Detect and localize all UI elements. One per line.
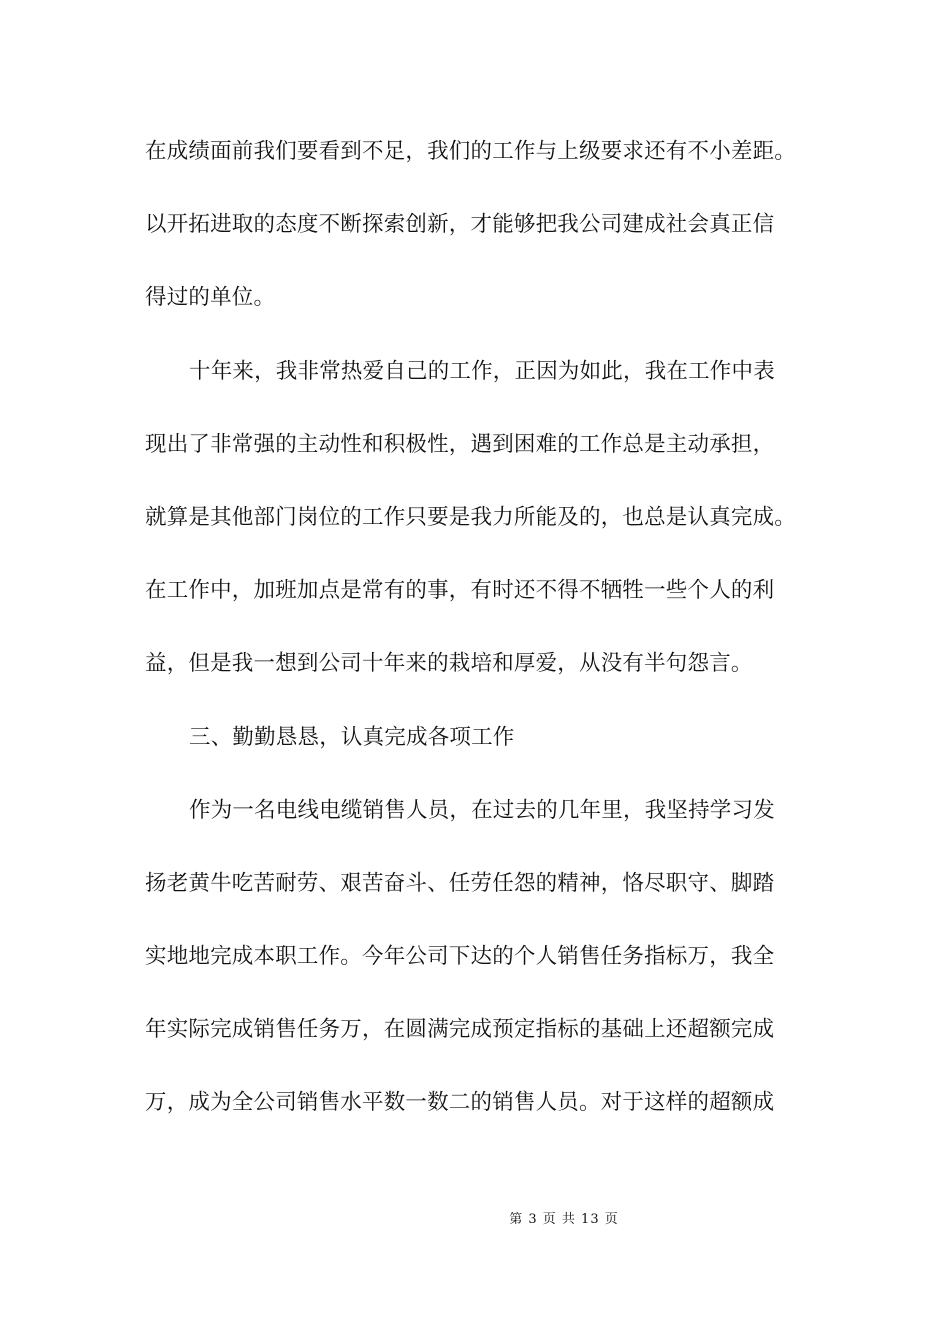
page-footer (0, 1208, 950, 1227)
text-line-4: 十年来，我非常热爱自己的工作，正因为如此，我在工作中表 (189, 358, 775, 384)
text-line-8: 益，但是我一想到公司十年来的栽培和厚爱，从没有半句怨言。 (145, 651, 753, 677)
text-line-13: 年实际完成销售任务万，在圆满完成预定指标的基础上还超额完成 (145, 1017, 775, 1043)
text-line-11: 扬老黄牛吃苦耐劳、艰苦奋斗、任劳任怨的精神，恪尽职守、脚踏 (145, 870, 775, 896)
text-line-3: 得过的单位。 (145, 285, 276, 311)
text-line-14: 万，成为全公司销售水平数一数二的销售人员。对于这样的超额成 (145, 1090, 775, 1116)
body-text (145, 132, 835, 1157)
text-line-6: 就算是其他部门岗位的工作只要是我力所能及的，也总是认真完成。 (145, 504, 797, 530)
page-number: 第 3 页 共 13 页 (509, 1212, 619, 1227)
text-line-2: 以开拓进取的态度不断探索创新，才能够把我公司建成社会真正信 (145, 212, 775, 238)
text-line-7: 在工作中，加班加点是常有的事，有时还不得不牺牲一些个人的利 (145, 578, 775, 604)
section-heading: 三、勤勤恳恳，认真完成各项工作 (189, 724, 515, 750)
text-line-10: 作为一名电线电缆销售人员，在过去的几年里，我坚持学习发 (189, 797, 775, 823)
text-line-1: 在成绩面前我们要看到不足，我们的工作与上级要求还有不小差距。 (145, 139, 797, 164)
text-line-12: 实地地完成本职工作。今年公司下达的个人销售任务指标万，我全 (145, 944, 775, 970)
text-line-5: 现出了非常强的主动性和积极性，遇到困难的工作总是主动承担， (145, 431, 775, 457)
